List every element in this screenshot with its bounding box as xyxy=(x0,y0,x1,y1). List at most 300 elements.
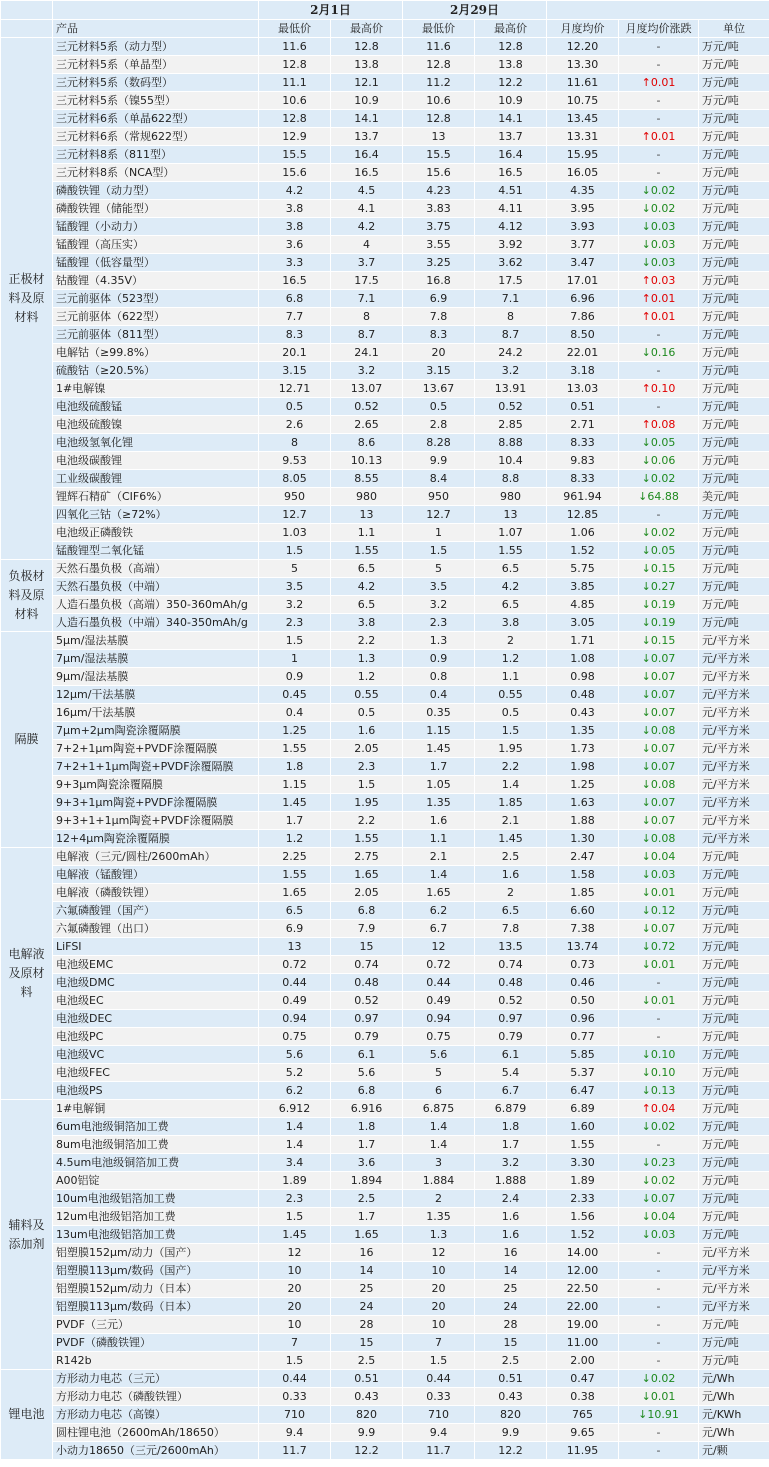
cell-high1: 15 xyxy=(331,938,403,956)
cell-unit: 元/Wh xyxy=(699,1424,769,1442)
cell-high1: 4.2 xyxy=(331,578,403,596)
cell-change: ↓0.03 xyxy=(619,236,699,254)
cell-product: 12μm/干法基膜 xyxy=(53,686,259,704)
cell-low1: 8 xyxy=(259,434,331,452)
cell-high1: 10.13 xyxy=(331,452,403,470)
cell-product: 三元材料5系（数码型） xyxy=(53,74,259,92)
cell-avg: 3.93 xyxy=(547,218,619,236)
cell-high2: 13.7 xyxy=(475,128,547,146)
high-price-1-header: 最高价 xyxy=(331,20,403,38)
table-row xyxy=(1,650,769,668)
cell-change: ↓0.01 xyxy=(619,1388,699,1406)
cell-high1: 0.48 xyxy=(331,974,403,992)
cell-high1: 2.5 xyxy=(331,1190,403,1208)
cell-high1: 24.1 xyxy=(331,344,403,362)
cell-high1: 6.8 xyxy=(331,1082,403,1100)
cell-high1: 3.2 xyxy=(331,362,403,380)
cell-high2: 24 xyxy=(475,1298,547,1316)
table-row xyxy=(1,200,769,218)
table-row xyxy=(1,1046,769,1064)
cell-high2: 13.8 xyxy=(475,56,547,74)
cell-low2: 0.94 xyxy=(403,1010,475,1028)
cell-avg: 1.58 xyxy=(547,866,619,884)
cell-product: 工业级碳酸锂 xyxy=(53,470,259,488)
cell-unit: 元/平方米 xyxy=(699,1262,769,1280)
cell-high1: 6.916 xyxy=(331,1100,403,1118)
cell-low1: 3.3 xyxy=(259,254,331,272)
table-row xyxy=(1,578,769,596)
cell-product: 三元材料8系（811型） xyxy=(53,146,259,164)
cell-low2: 0.5 xyxy=(403,398,475,416)
cell-low2: 1.1 xyxy=(403,830,475,848)
cell-low1: 11.7 xyxy=(259,1442,331,1460)
table-row xyxy=(1,938,769,956)
cell-low2: 5 xyxy=(403,560,475,578)
cell-high2: 7.8 xyxy=(475,920,547,938)
table-row xyxy=(1,1028,769,1046)
cell-avg: 4.85 xyxy=(547,596,619,614)
cell-avg: 0.96 xyxy=(547,1010,619,1028)
table-row xyxy=(1,1244,769,1262)
cell-product: 三元材料5系（动力型） xyxy=(53,38,259,56)
table-row xyxy=(1,956,769,974)
cell-avg: 22.00 xyxy=(547,1298,619,1316)
cell-high2: 4.51 xyxy=(475,182,547,200)
cell-high1: 0.97 xyxy=(331,1010,403,1028)
cell-low1: 20.1 xyxy=(259,344,331,362)
cell-low2: 2.8 xyxy=(403,416,475,434)
cell-low2: 8.3 xyxy=(403,326,475,344)
table-row xyxy=(1,110,769,128)
cell-product: 电池级硫酸锰 xyxy=(53,398,259,416)
table-row xyxy=(1,1154,769,1172)
cell-change: ↓0.06 xyxy=(619,452,699,470)
cell-low2: 0.4 xyxy=(403,686,475,704)
cell-low1: 12 xyxy=(259,1244,331,1262)
cell-avg: 0.51 xyxy=(547,398,619,416)
cell-unit: 万元/吨 xyxy=(699,1226,769,1244)
cell-high2: 13.5 xyxy=(475,938,547,956)
cell-low1: 2.25 xyxy=(259,848,331,866)
cell-low1: 9.4 xyxy=(259,1424,331,1442)
cell-low1: 10.6 xyxy=(259,92,331,110)
cell-high2: 1.5 xyxy=(475,722,547,740)
cell-change: ↓0.08 xyxy=(619,776,699,794)
cell-product: 三元材料5系（单晶型） xyxy=(53,56,259,74)
table-row xyxy=(1,1118,769,1136)
cell-unit: 元/平方米 xyxy=(699,776,769,794)
cell-low2: 0.44 xyxy=(403,1370,475,1388)
cell-product: LiFSI xyxy=(53,938,259,956)
cell-high1: 0.51 xyxy=(331,1370,403,1388)
price-table-body xyxy=(1,38,769,1460)
cell-high2: 2 xyxy=(475,884,547,902)
cell-low2: 10 xyxy=(403,1262,475,1280)
cell-high1: 1.8 xyxy=(331,1118,403,1136)
table-row xyxy=(1,92,769,110)
cell-high2: 2.1 xyxy=(475,812,547,830)
cell-change: ↓0.02 xyxy=(619,1370,699,1388)
cell-high1: 1.95 xyxy=(331,794,403,812)
category-label: 电解液及原材料 xyxy=(1,848,53,1100)
cell-product: 9+3+1μm陶瓷+PVDF涂覆隔膜 xyxy=(53,794,259,812)
cell-low1: 6.9 xyxy=(259,920,331,938)
cell-high2: 1.6 xyxy=(475,1208,547,1226)
cell-change: ↓0.01 xyxy=(619,884,699,902)
cell-product: 电池级硫酸镍 xyxy=(53,416,259,434)
cell-product: 13um电池级铝箔加工费 xyxy=(53,1226,259,1244)
cell-avg: 3.77 xyxy=(547,236,619,254)
cell-low1: 3.5 xyxy=(259,578,331,596)
cell-low2: 1.35 xyxy=(403,1208,475,1226)
cell-product: 电池级氢氧化锂 xyxy=(53,434,259,452)
cell-unit: 万元/吨 xyxy=(699,1082,769,1100)
cell-high2: 980 xyxy=(475,488,547,506)
cell-product: 天然石墨负极（高端） xyxy=(53,560,259,578)
cell-avg: 6.89 xyxy=(547,1100,619,1118)
cell-low1: 12.71 xyxy=(259,380,331,398)
cell-high1: 8.55 xyxy=(331,470,403,488)
cell-unit: 万元/吨 xyxy=(699,1010,769,1028)
category-label: 正极材料及原材料 xyxy=(1,38,53,560)
cell-high2: 13.91 xyxy=(475,380,547,398)
cell-high2: 10.9 xyxy=(475,92,547,110)
cell-avg: 5.85 xyxy=(547,1046,619,1064)
cell-low1: 0.49 xyxy=(259,992,331,1010)
cell-low2: 3.5 xyxy=(403,578,475,596)
cell-low1: 6.5 xyxy=(259,902,331,920)
cell-product: 7μm+2μm陶瓷涂覆隔膜 xyxy=(53,722,259,740)
table-row xyxy=(1,344,769,362)
cell-unit: 万元/吨 xyxy=(699,326,769,344)
cell-high1: 2.3 xyxy=(331,758,403,776)
cell-high1: 6.1 xyxy=(331,1046,403,1064)
cell-low1: 1.2 xyxy=(259,830,331,848)
cell-low1: 1.4 xyxy=(259,1118,331,1136)
cell-low2: 15.5 xyxy=(403,146,475,164)
cell-high2: 13 xyxy=(475,506,547,524)
cell-low2: 1.5 xyxy=(403,542,475,560)
cell-low2: 0.8 xyxy=(403,668,475,686)
cell-high1: 13.07 xyxy=(331,380,403,398)
cell-change: ↓0.07 xyxy=(619,794,699,812)
cell-avg: 7.86 xyxy=(547,308,619,326)
category-label: 隔膜 xyxy=(1,632,53,848)
cell-avg: 961.94 xyxy=(547,488,619,506)
cell-high1: 14.1 xyxy=(331,110,403,128)
cell-high2: 17.5 xyxy=(475,272,547,290)
cell-change: ↑0.01 xyxy=(619,308,699,326)
cell-unit: 万元/吨 xyxy=(699,1118,769,1136)
cell-high1: 14 xyxy=(331,1262,403,1280)
cell-low2: 0.49 xyxy=(403,992,475,1010)
cell-unit: 万元/吨 xyxy=(699,884,769,902)
table-row xyxy=(1,740,769,758)
cell-avg: 8.33 xyxy=(547,434,619,452)
cell-avg: 4.35 xyxy=(547,182,619,200)
cell-unit: 万元/吨 xyxy=(699,452,769,470)
cell-avg: 15.95 xyxy=(547,146,619,164)
cell-low2: 8.28 xyxy=(403,434,475,452)
blank-header-cell-right xyxy=(547,1,769,20)
cell-low2: 1.884 xyxy=(403,1172,475,1190)
cell-product: 6um电池级铜箔加工费 xyxy=(53,1118,259,1136)
cell-high2: 9.9 xyxy=(475,1424,547,1442)
cell-change: ↓0.19 xyxy=(619,614,699,632)
cell-high1: 2.2 xyxy=(331,632,403,650)
cell-unit: 万元/吨 xyxy=(699,38,769,56)
cell-product: 三元前驱体（811型） xyxy=(53,326,259,344)
table-row xyxy=(1,74,769,92)
cell-change: ↑0.01 xyxy=(619,290,699,308)
cell-unit: 万元/吨 xyxy=(699,380,769,398)
cell-change: - xyxy=(619,1442,699,1460)
cell-low2: 13.67 xyxy=(403,380,475,398)
cell-high1: 9.9 xyxy=(331,1424,403,1442)
cell-high2: 12.2 xyxy=(475,1442,547,1460)
cell-avg: 6.96 xyxy=(547,290,619,308)
cell-high2: 1.55 xyxy=(475,542,547,560)
table-row xyxy=(1,290,769,308)
table-row xyxy=(1,704,769,722)
cell-low1: 3.2 xyxy=(259,596,331,614)
cell-unit: 元/平方米 xyxy=(699,758,769,776)
cell-low1: 2.6 xyxy=(259,416,331,434)
cell-low2: 3 xyxy=(403,1154,475,1172)
cell-high1: 24 xyxy=(331,1298,403,1316)
cell-avg: 11.95 xyxy=(547,1442,619,1460)
table-row xyxy=(1,1010,769,1028)
cell-product: 9μm/湿法基膜 xyxy=(53,668,259,686)
cell-avg: 16.05 xyxy=(547,164,619,182)
cell-avg: 22.01 xyxy=(547,344,619,362)
date-1-header: 2月1日 xyxy=(259,1,403,20)
cell-unit: 万元/吨 xyxy=(699,1136,769,1154)
cell-avg: 12.20 xyxy=(547,38,619,56)
cell-unit: 万元/吨 xyxy=(699,434,769,452)
cell-avg: 1.06 xyxy=(547,524,619,542)
cell-high2: 0.43 xyxy=(475,1388,547,1406)
cell-avg: 0.73 xyxy=(547,956,619,974)
table-row xyxy=(1,830,769,848)
cell-change: - xyxy=(619,362,699,380)
cell-high1: 1.2 xyxy=(331,668,403,686)
cell-high2: 3.62 xyxy=(475,254,547,272)
cell-high2: 6.5 xyxy=(475,560,547,578)
cell-low1: 1.4 xyxy=(259,1136,331,1154)
cell-unit: 万元/吨 xyxy=(699,578,769,596)
cell-high1: 1.65 xyxy=(331,866,403,884)
cell-avg: 1.60 xyxy=(547,1118,619,1136)
cell-product: 16μm/干法基膜 xyxy=(53,704,259,722)
cell-low2: 950 xyxy=(403,488,475,506)
cell-unit: 万元/吨 xyxy=(699,218,769,236)
cell-unit: 万元/吨 xyxy=(699,1190,769,1208)
cell-low1: 5 xyxy=(259,560,331,578)
cell-high2: 8.7 xyxy=(475,326,547,344)
cell-product: 方形动力电芯（高镍） xyxy=(53,1406,259,1424)
cell-change: ↓0.08 xyxy=(619,830,699,848)
cell-high1: 0.52 xyxy=(331,992,403,1010)
cell-unit: 万元/吨 xyxy=(699,542,769,560)
cell-avg: 1.73 xyxy=(547,740,619,758)
cell-unit: 万元/吨 xyxy=(699,308,769,326)
cell-high1: 4 xyxy=(331,236,403,254)
table-row xyxy=(1,596,769,614)
cell-high2: 4.12 xyxy=(475,218,547,236)
cell-unit: 元/平方米 xyxy=(699,632,769,650)
cell-product: 磷酸铁锂（动力型） xyxy=(53,182,259,200)
cell-unit: 元/Wh xyxy=(699,1370,769,1388)
cell-high2: 16 xyxy=(475,1244,547,1262)
cell-product: 铝塑膜152μm/动力（国产） xyxy=(53,1244,259,1262)
low-price-1-header: 最低价 xyxy=(259,20,331,38)
cell-low1: 11.1 xyxy=(259,74,331,92)
cell-product: 7+2+1μm陶瓷+PVDF涂覆隔膜 xyxy=(53,740,259,758)
cell-high2: 3.8 xyxy=(475,614,547,632)
cell-high2: 1.85 xyxy=(475,794,547,812)
cell-avg: 1.08 xyxy=(547,650,619,668)
cell-unit: 万元/吨 xyxy=(699,110,769,128)
cell-avg: 1.35 xyxy=(547,722,619,740)
cell-product: 人造石墨负极（高端）350-360mAh/g xyxy=(53,596,259,614)
cell-low2: 6.875 xyxy=(403,1100,475,1118)
cell-change: ↓0.07 xyxy=(619,668,699,686)
cell-unit: 万元/吨 xyxy=(699,290,769,308)
cell-avg: 13.31 xyxy=(547,128,619,146)
cell-low2: 9.9 xyxy=(403,452,475,470)
cell-low1: 11.6 xyxy=(259,38,331,56)
cell-high2: 6.879 xyxy=(475,1100,547,1118)
cell-change: ↓0.15 xyxy=(619,560,699,578)
table-row xyxy=(1,1100,769,1118)
cell-avg: 0.46 xyxy=(547,974,619,992)
cell-change: ↓0.07 xyxy=(619,1190,699,1208)
cell-low2: 710 xyxy=(403,1406,475,1424)
cell-high2: 6.5 xyxy=(475,902,547,920)
cell-high1: 0.52 xyxy=(331,398,403,416)
table-row xyxy=(1,1406,769,1424)
cell-product: 锰酸锂（小动力） xyxy=(53,218,259,236)
table-row xyxy=(1,218,769,236)
cell-high2: 2.5 xyxy=(475,848,547,866)
cell-high2: 0.97 xyxy=(475,1010,547,1028)
cell-unit: 万元/吨 xyxy=(699,1352,769,1370)
cell-low2: 1.65 xyxy=(403,884,475,902)
cell-low1: 6.2 xyxy=(259,1082,331,1100)
cell-low2: 1.4 xyxy=(403,1136,475,1154)
cell-product: PVDF（三元） xyxy=(53,1316,259,1334)
cell-unit: 万元/吨 xyxy=(699,992,769,1010)
cell-unit: 万元/吨 xyxy=(699,614,769,632)
cell-avg: 1.89 xyxy=(547,1172,619,1190)
cell-unit: 万元/吨 xyxy=(699,92,769,110)
table-row xyxy=(1,884,769,902)
cell-change: ↓0.05 xyxy=(619,434,699,452)
cell-low2: 7 xyxy=(403,1334,475,1352)
cell-change: - xyxy=(619,974,699,992)
cell-high2: 1.07 xyxy=(475,524,547,542)
table-row xyxy=(1,686,769,704)
cell-high1: 2.05 xyxy=(331,884,403,902)
cell-high2: 3.92 xyxy=(475,236,547,254)
table-row xyxy=(1,1334,769,1352)
cell-product: 电解液（磷酸铁锂） xyxy=(53,884,259,902)
cell-high2: 0.74 xyxy=(475,956,547,974)
table-row xyxy=(1,272,769,290)
cell-high2: 4.2 xyxy=(475,578,547,596)
blank-header-cell xyxy=(53,1,259,20)
cell-product: A00铝锭 xyxy=(53,1172,259,1190)
cell-avg: 3.18 xyxy=(547,362,619,380)
cell-unit: 万元/吨 xyxy=(699,1046,769,1064)
cell-product: 三元前驱体（523型） xyxy=(53,290,259,308)
cell-high2: 5.4 xyxy=(475,1064,547,1082)
cell-high1: 1.6 xyxy=(331,722,403,740)
cell-low1: 1.5 xyxy=(259,1352,331,1370)
cell-change: ↓0.13 xyxy=(619,1082,699,1100)
cell-change: ↓0.05 xyxy=(619,542,699,560)
cell-high2: 14.1 xyxy=(475,110,547,128)
cell-low2: 12 xyxy=(403,938,475,956)
cell-avg: 7.38 xyxy=(547,920,619,938)
cell-product: 铝塑膜152μm/动力（日本） xyxy=(53,1280,259,1298)
cell-product: 小动力18650（三元/2600mAh） xyxy=(53,1442,259,1460)
cell-high1: 15 xyxy=(331,1334,403,1352)
cell-low2: 0.35 xyxy=(403,704,475,722)
cell-avg: 1.98 xyxy=(547,758,619,776)
table-row xyxy=(1,866,769,884)
cell-high1: 4.5 xyxy=(331,182,403,200)
table-row xyxy=(1,812,769,830)
cell-product: 铝塑膜113μm/数码（日本） xyxy=(53,1298,259,1316)
table-row xyxy=(1,848,769,866)
cell-unit: 万元/吨 xyxy=(699,1028,769,1046)
cell-product: 1#电解铜 xyxy=(53,1100,259,1118)
cell-high2: 15 xyxy=(475,1334,547,1352)
cell-low2: 5.6 xyxy=(403,1046,475,1064)
cell-unit: 元/平方米 xyxy=(699,650,769,668)
cell-unit: 万元/吨 xyxy=(699,398,769,416)
cell-product: 铝塑膜113μm/数码（国产） xyxy=(53,1262,259,1280)
cell-change: - xyxy=(619,38,699,56)
cell-low2: 1.5 xyxy=(403,1352,475,1370)
cell-change: ↓0.10 xyxy=(619,1064,699,1082)
cell-unit: 元/平方米 xyxy=(699,704,769,722)
cell-high2: 2.2 xyxy=(475,758,547,776)
cell-avg: 6.60 xyxy=(547,902,619,920)
cell-unit: 万元/吨 xyxy=(699,1334,769,1352)
cell-change: - xyxy=(619,1010,699,1028)
cell-unit: 万元/吨 xyxy=(699,182,769,200)
cell-high2: 1.4 xyxy=(475,776,547,794)
cell-high2: 1.6 xyxy=(475,1226,547,1244)
cell-unit: 万元/吨 xyxy=(699,920,769,938)
table-row xyxy=(1,1298,769,1316)
table-row xyxy=(1,1190,769,1208)
cell-high2: 16.4 xyxy=(475,146,547,164)
monthly-change-header: 月度均价涨跌 xyxy=(619,20,699,38)
cell-high1: 2.5 xyxy=(331,1352,403,1370)
cell-low2: 8.4 xyxy=(403,470,475,488)
cell-low2: 10 xyxy=(403,1316,475,1334)
cell-avg: 0.50 xyxy=(547,992,619,1010)
cell-product: 磷酸铁锂（储能型） xyxy=(53,200,259,218)
cell-change: - xyxy=(619,1280,699,1298)
table-row xyxy=(1,560,769,578)
cell-low1: 12.8 xyxy=(259,110,331,128)
cell-avg: 8.50 xyxy=(547,326,619,344)
